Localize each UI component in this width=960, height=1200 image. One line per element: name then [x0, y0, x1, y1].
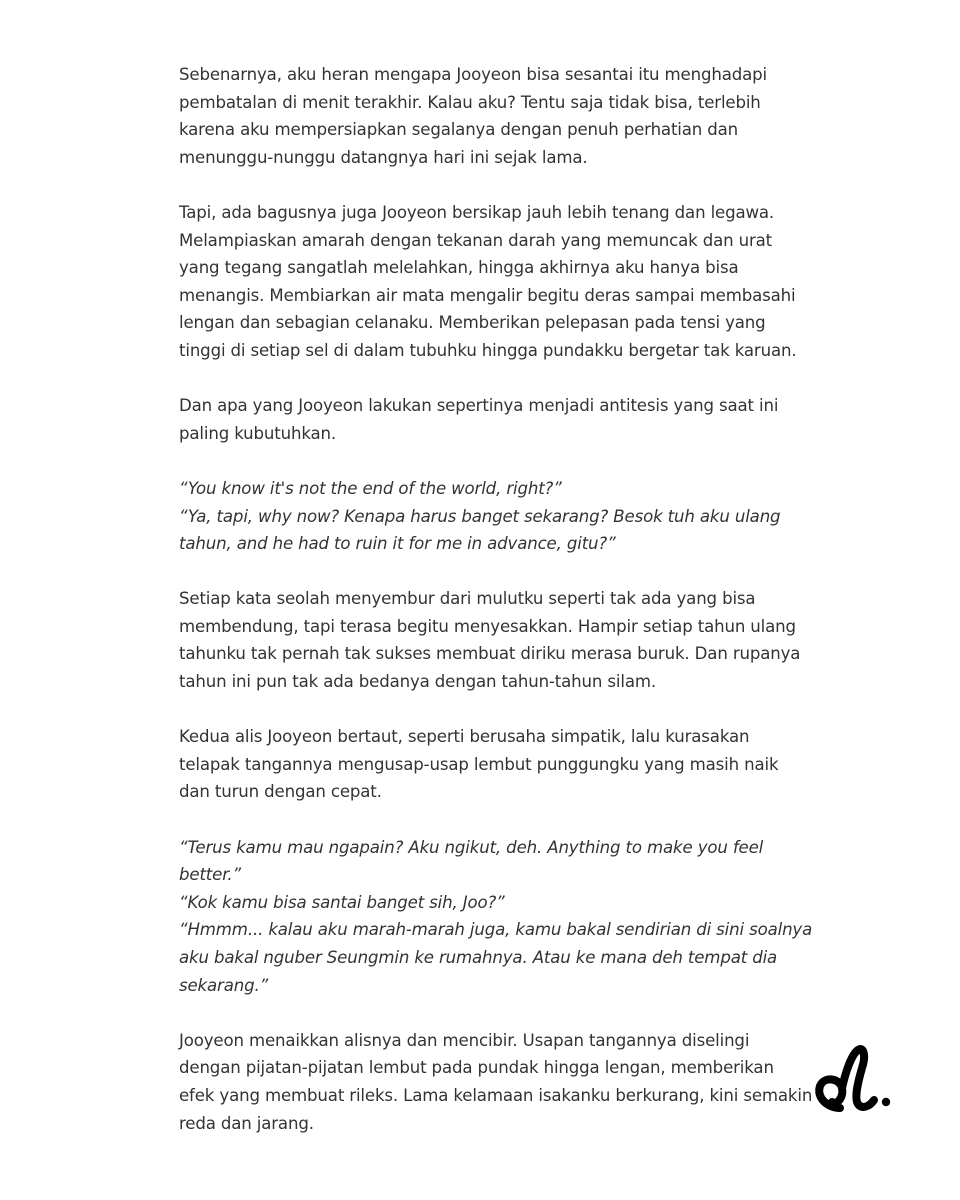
text-line: efek yang membuat rileks. Lama kelamaan isakanku berkurang, kini semakin — [179, 1085, 813, 1105]
narration-paragraph — [179, 61, 809, 171]
narration-paragraph — [179, 392, 809, 447]
text-line: reda dan jarang. — [179, 1113, 314, 1133]
text-line: sekarang.” — [179, 975, 269, 995]
narration-paragraph — [179, 1027, 813, 1137]
text-line: Dan apa yang Jooyeon lakukan sepertinya menjadi antitesis yang saat ini — [179, 396, 779, 416]
text-line: karena aku mempersiapkan segalanya dengan penuh perhatian dan — [179, 120, 739, 140]
text-line: Sebenarnya, aku heran mengapa Jooyeon bisa sesantai itu menghadapi — [179, 65, 768, 84]
text-line: “Terus kamu mau ngapain? Aku ngikut, deh. Anything to make you feel — [179, 837, 764, 857]
dialogue-paragraph — [179, 475, 809, 558]
text-line: Melampiaskan amarah dengan tekanan darah yang memuncak dan urat — [179, 230, 773, 250]
text-line: telapak tangannya mengusap-usap lembut punggungku yang masih naik — [179, 754, 779, 774]
text-line: menangis. Membiarkan air mata mengalir begitu deras sampai membasahi — [179, 285, 796, 305]
text-line: yang tegang sangatlah melelahkan, hingga akhirnya aku hanya bisa — [179, 258, 739, 278]
dialogue-paragraph — [179, 834, 813, 1000]
text-line: tahun, and he had to ruin it for me in advance, gitu?” — [179, 534, 616, 554]
narration-paragraph — [179, 585, 809, 695]
story-text — [179, 61, 813, 1165]
narration-paragraph — [179, 199, 809, 365]
text-line: tinggi di setiap sel di dalam tubuhku hingga pundakku bergetar tak karuan. — [179, 340, 797, 360]
text-line: “You know it's not the end of the world, right?” — [179, 478, 562, 498]
text-line: Kedua alis Jooyeon bertaut, seperti berusaha simpatik, lalu kurasakan — [179, 727, 750, 747]
text-line: lengan dan sebagian celanaku. Memberikan pelepasan pada tensi yang — [179, 313, 766, 333]
text-line: menunggu-nunggu datangnya hari ini sejak lama. — [179, 147, 588, 167]
text-line: “Ya, tapi, why now? Kenapa harus banget sekarang? Besok tuh aku ulang — [179, 506, 781, 526]
text-line: tahun ini pun tak ada bedanya dengan tahun-tahun silam. — [179, 672, 656, 692]
text-line: “Kok kamu bisa santai banget sih, Joo?” — [179, 892, 505, 912]
narration-paragraph — [179, 723, 809, 806]
text-line: “Hmmm... kalau aku marah-marah juga, kamu bakal sendirian di sini soalnya — [179, 920, 813, 940]
text-line: Tapi, ada bagusnya juga Jooyeon bersikap jauh lebih tenang dan legawa. — [179, 202, 775, 222]
signature-mark — [806, 1040, 898, 1120]
text-line: dengan pijatan-pijatan lembut pada pundak hingga lengan, memberikan — [179, 1058, 774, 1078]
text-line: membendung, tapi terasa begitu menyesakkan. Hampir setiap tahun ulang — [179, 616, 796, 636]
text-line: tahunku tak pernah tak sukses membuat diriku merasa buruk. Dan rupanya — [179, 644, 801, 664]
text-line: pembatalan di menit terakhir. Kalau aku? Tentu saja tidak bisa, terlebih — [179, 92, 761, 112]
text-line: paling kubutuhkan. — [179, 423, 337, 443]
text-line: better.” — [179, 865, 241, 885]
text-line: aku bakal nguber Seungmin ke rumahnya. Atau ke mana deh tempat dia — [179, 948, 778, 967]
text-line: Setiap kata seolah menyembur dari mulutku seperti tak ada yang bisa — [179, 589, 756, 609]
text-line: dan turun dengan cepat. — [179, 782, 382, 802]
text-line: Jooyeon menaikkan alisnya dan mencibir. Usapan tangannya diselingi — [179, 1030, 750, 1050]
